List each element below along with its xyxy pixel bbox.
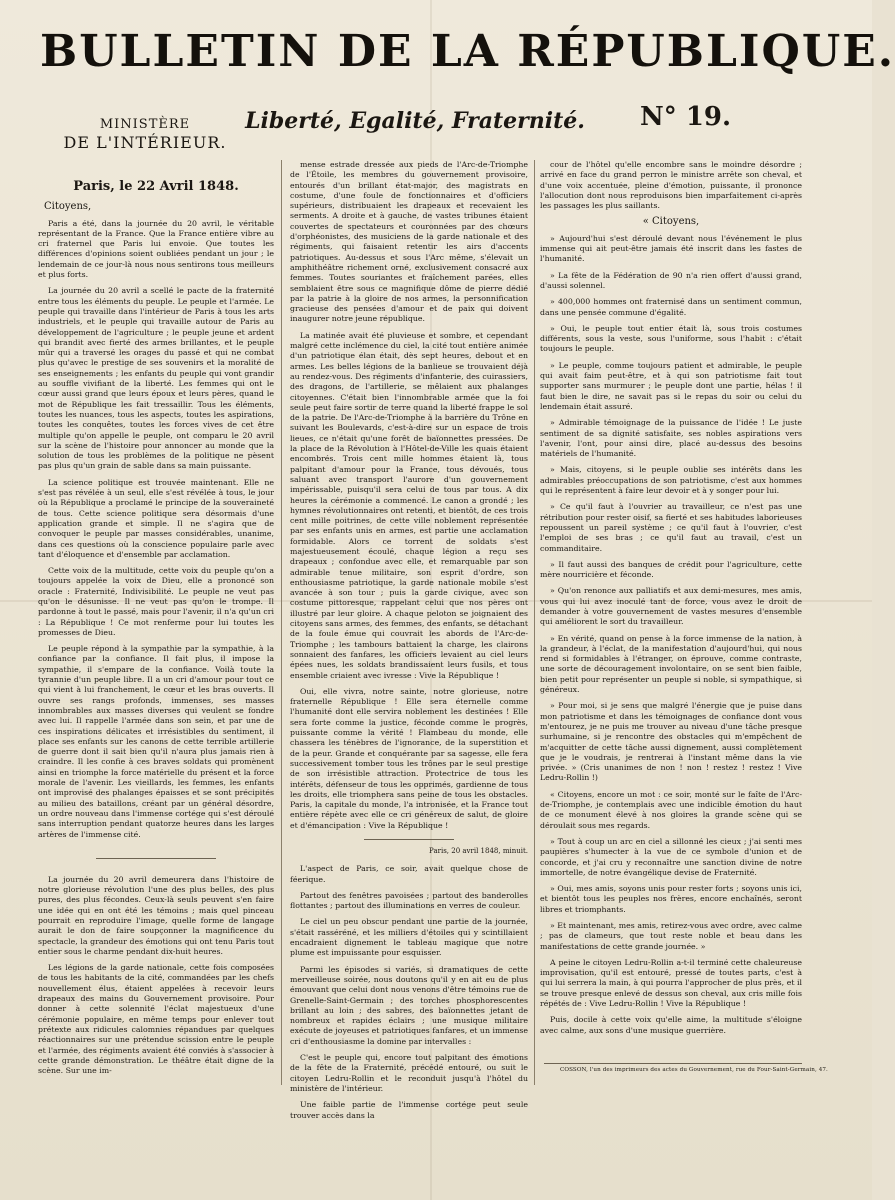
paragraph: La journée du 20 avril demeurera dans l'histoire de notre glorieuse révolution l'une des plus belles, des plus pures, des plus fécondes. Ceux-là seuls peuvent s'en faire une idée qui en ont été les témoins ; mais quel pinceau pourrait en reproduire l'image, quelle forme de langage aurait le don de faire soupçonner la magnificence du spectacle, la grandeur des émotions qui ont tenu Paris tout entier sous le charme pendant dix-huit heures. bbox=[38, 874, 274, 956]
section-rule bbox=[364, 839, 454, 840]
paragraph: Le ciel un peu obscur pendant une partie de la journée, s'était rasséréné, et les milliers d'étoiles qui y scintillaient encadraient dignement le tableau magique que notre plume est impuissante pour esquisser. bbox=[290, 917, 528, 958]
paragraph: » Oui, mes amis, soyons unis pour rester forts ; soyons unis ici, et bientôt tous les peuples nos frères, encore enchaînés, seront libres et triomphants. bbox=[540, 884, 802, 914]
paragraph: La matinée avait été pluvieuse et sombre, et cependant malgré cette inclémence du ciel, la cité tout entière animée d'un patriotique élan était, dès sept heures, debout et en armes. Les belles légions de la banlieue se trouvaient déjà au rendez-vous. Des régiments d'infanterie, des cuirassiers, des dragons, de l'artillerie, se mêlaient aux phalanges citoyennes. C'était bien l'innombrable armée que la foi seule peut faire sortir de terre quand la liberté frappe le sol de la patrie. De l'Arc-de-Triomphe à la barrière du Trône en suivant les Boulevards, c'est-à-dire sur un espace de trois lieues, ce n'était qu'une forêt de baïonnettes pressées. De la place de la Révolution à l'Hôtel-de-Ville les quais étaient encombrés. Trois cent mille hommes étaient là, tous palpitant d'amour pour la France, tous dévoués, tous saluant avec transport l'aurore d'un gouvernement impérissable, puisqu'il sera celui de tous par tous. A dix heures la cérémonie a commencé. Le canon a grondé ; les hymnes révolutionnaires ont retenti, et bientôt, de ces trois cent mille poitrines, de cette ville noblement représentée par ses enfants unis en armes, est partie une acclamation formidable. Alors ce torrent de soldats s'est majestueusement écoulé, chaque légion a reçu ses drapeaux ; confondue avec elle, et remarquable par son admirable tenue militaire, son esprit d'ordre, son enthousiasme patriotique, la garde nationale mobile s'est avancée à son tour ; puis la garde civique, avec son costume pittoresque, rappelant celui que nos pères ont illustré par leur gloire. A chaque peloton se joignaient des citoyens sans armes, des femmes, des enfants, se détachant de la foule émue qui couvrait les abords de l'Arc-de-Triomphe ; les tambours battaient la charge, les clairons sonnaient des fanfares, les officiers levaient au ciel leurs épées nues, les soldats brandissaient leurs fusils, et tous ensemble criaient avec ivresse : Vive la République ! bbox=[290, 330, 528, 680]
dateline: Paris, 20 avril 1848, minuit. bbox=[429, 847, 528, 855]
paragraph: La science politique est trouvée maintenant. Elle ne s'est pas révélée à un seul, elle s'est révélée à tous, le jour où la République a proclamé le principe de la souveraineté de tous. Cette science politique sera désormais d'une application grande et simple. Il ne s'agira que de convoquer le peuple par masses considérables, unanime, dans ces questions où la conscience populaire parle avec tant d'éloquence et d'ensemble par acclamation. bbox=[38, 477, 274, 559]
footer-rule bbox=[544, 1063, 802, 1064]
paragraph: » Tout à coup un arc en ciel a sillonné les cieux ; j'ai senti mes paupières s'humecter à la vue de ce symbole d'union et de concorde, et j'ai cru y reconnaître une sanction divine de notre immortelle, de notre évangélique devise de Fraternité. bbox=[540, 836, 802, 877]
paragraph: « Citoyens, encore un mot : ce soir, monté sur le faîte de l'Arc-de-Triomphe, je contemplais avec une indicible émotion du haut de ce monument élevé à nos gloires la grande scène qui se déroulait sous mes regards. bbox=[540, 789, 802, 830]
paragraph: » Ce qu'il faut à l'ouvrier au travailleur, ce n'est pas une rétribution pour rester oisif, sa fierté et ses habitudes laborieuses repoussent un pareil système ; ce qu'il faut à l'ouvrier, c'est l'emploi de ses bras ; ce qu'il faut au travail, c'est un commanditaire. bbox=[540, 502, 802, 553]
paragraph: L'aspect de Paris, ce soir, avait quelque chose de féerique. bbox=[290, 864, 528, 884]
paragraph: » Admirable témoignage de la puissance de l'idée ! Le juste sentiment de sa dignité satisfaite, ses nobles aspirations vers l'avenir, l'ont, pour ainsi dire, placé au-dessus des besoins matériels de l'humanité. bbox=[540, 418, 802, 459]
text-column-1 bbox=[38, 179, 274, 1092]
paragraph: » Qu'on renonce aux palliatifs et aux demi-mesures, mes amis, vous qui lui avez inoculé tant de force, vous avez le droit de demander à votre gouvernement de vastes mesures d'ensemble qui améliorent le sort du travailleur. bbox=[540, 586, 802, 627]
paragraph: » 400,000 hommes ont fraternisé dans un sentiment commun, dans une pensée commune d'égalité. bbox=[540, 297, 802, 317]
paragraph: » Il faut aussi des banques de crédit pour l'agriculture, cette mère nourricière et féconde. bbox=[540, 559, 802, 580]
masthead-title: BULLETIN DE LA RÉPUBLIQUE. bbox=[40, 26, 895, 77]
paragraph: » Aujourd'hui s'est déroulé devant nous l'événement le plus immense qui ait peut-être jamais été inscrit dans les fastes de l'humanité. bbox=[540, 233, 802, 264]
paragraph: Partout des fenêtres pavoisées ; partout des banderolles flottantes ; partout des illuminations en verres de couleur. bbox=[290, 890, 528, 911]
paragraph: Puis, docile à cette voix qu'elle aime, la multitude s'éloigne avec calme, aux sons d'une musique guerrière. bbox=[540, 1015, 802, 1035]
paragraph: Oui, elle vivra, notre sainte, notre glorieuse, notre fraternelle République ! Elle sera éternelle comme l'humanité dont elle servira noblement les destinées ! Elle sera forte comme la justice, féconde comme le progrès, puissante comme la vérité ! Flambeau du monde, elle chassera les ténèbres de l'ignorance, de la superstition et de la peur. Grande et conquérante par sa sagesse, elle fera successivement tomber tous les trônes par le seul prestige de son irrésistible attraction. Protectrice de tous les intérêts, défenseur de tous les opprimés, gardienne de tous les droits, elle triomphera sans peine de tous les obstacles. Paris, la capitale du monde, l'a intronisée, et la France tout entière répète avec elle ce cri généreux de salut, de gloire et d'émancipation : Vive la République ! bbox=[290, 686, 528, 830]
bulletin-number: N° 19. bbox=[640, 102, 732, 132]
ministry-line-1: MINISTÈRE bbox=[99, 117, 191, 132]
ministry-label bbox=[60, 116, 230, 152]
paragraph: » Pour moi, si je sens que malgré l'énergie que je puise dans mon patriotisme et dans les témoignages de confiance dont vous m'entourez, je ne puis me trouver au niveau d'une tâche presque surhumaine, si je rencontre des obstacles qui m'empêchent de m'acquitter de cette tâche aussi dignement, aussi complètement que je le voudrais, je rentrerai à l'instant même dans la vie privée. » (Cris unanimes de non ! non ! restez ! restez ! Vive Ledru-Rollin !) bbox=[540, 701, 802, 783]
speech-salutation: « Citoyens, bbox=[642, 216, 700, 228]
paragraph: Parmi les épisodes si variés, si dramatiques de cette merveilleuse soirée, nous doutons qu'il y en ait eu de plus émouvant que celui dont nous venons d'être témoins rue de Grenelle-Saint-Germain ; des torches phosphorescentes brillant au loin ; des sabres, des baïonnettes jetant de nombreux et rapides éclairs ; une musique militaire exécute de joyeuses et patriotiques fanfares, et un immense cri d'enthousiasme la domine par intervalles : bbox=[290, 964, 528, 1046]
republic-motto: Liberté, Egalité, Fraternité. bbox=[245, 108, 585, 134]
paragraph: Paris a été, dans la journée du 20 avril, le véritable représentant de la France. Que la France entière vibre au cri fraternel que Paris lui envoie. Que toutes les différences d'opinions soient oubliées pendant un jour ; le lendemain de ce jour-là nous nous sentirons tous meilleurs et plus forts. bbox=[38, 218, 274, 280]
column-rule-2 bbox=[534, 160, 535, 1085]
paragraph: mense estrade dressée aux pieds de l'Arc-de-Triomphe de l'Étoile, les membres du gouvernement provisoire, entourés d'un brillant état-major, des magistrats en costume, d'une foule de fonctionnaires et d'officiers supérieurs, distribuaient les drapeaux et recevaient les serments. A droite et à gauche, de vastes tribunes étaient couvertes de spectateurs et couronnées par des chœurs d'orphéonistes, des musiciens de la garde nationale et des régiments, qui faisaient retentir les airs d'accents patriotiques. Au-dessus et sous l'Arc même, s'élevait un amphithéâtre richement orné, exclusivement consacré aux femmes. Toutes souriantes et fraîchement parées, elles semblaient être sous ce magnifique dôme de pierre dédié par la patrie à la gloire de nos armes, la personnification gracieuse des pensées d'amour et de paix qui doivent inaugurer notre jeune république. bbox=[290, 160, 528, 324]
paragraph: A peine le citoyen Ledru-Rollin a-t-il terminé cette chaleureuse improvisation, qu'il est entouré, pressé de toutes parts, c'est à qui lui serrera la main, à qui pourra l'approcher de plus près, et il se trouve presque enlevé de dessus son cheval, aux cris mille fois répétés de : Vive Ledru-Rollin ! Vive la République ! bbox=[540, 957, 802, 1009]
paragraph: La journée du 20 avril a scellé le pacte de la fraternité entre tous les éléments du peuple. Le peuple et l'armée. Le peuple qui travaille dans l'intérieur de Paris à tous les arts industriels, et le peuple qui travaille autour de Paris au développement de l'agriculture ; le peuple jeune et ardent qui brandit avec fierté des armes brillantes, et le peuple mûr qui a traversé les orages du passé et qui ne combat plus qu'avec le prestige de ses souvenirs et la moralité de ses enseignements ; les enfants du peuple qui vont grandir au souffle vivifiant de la liberté. Les femmes qui ont le cœur aussi grand que leurs époux et leurs pères, quand le mot de République les fait tressaillir. Tous les éléments, toutes les nuances, tous les aspects, toutes les aspirations, toutes les conquêtes, toutes les forces vives de cet être multiple qu'on appelle le peuple, ont comparu le 20 avril sur la scène de l'histoire pour annoncer au monde que la solution de tous les problèmes de la politique ne pèsent pas plus qu'un grain de sable dans sa main puissante. bbox=[38, 286, 274, 471]
paragraph: » Oui, le peuple tout entier était là, sous trois costumes différents, sous la veste, sous l'uniforme, sous l'habit : c'était toujours le peuple. bbox=[540, 323, 802, 354]
paragraph: C'est le peuple qui, encore tout palpitant des émotions de la fête de la Fraternité, précédé entouré, ou suit le citoyen Ledru-Rollin et le reconduit jusqu'à l'hôtel du ministère de l'intérieur. bbox=[290, 1053, 528, 1093]
paragraph: » Le peuple, comme toujours patient et admirable, le peuple qui avait faim peut-être, et à qui son patriotisme fait tout supporter sans murmurer ; le peuple dont une partie, hélas ! il faut bien le dire, ne savait pas si le repas du soir ou celui du lendemain était assuré. bbox=[540, 360, 802, 411]
printer-credit: COSSON, l'un des imprimeurs des actes du Gouvernement, rue du Four-Saint-Germain, 47. bbox=[560, 1067, 828, 1073]
paragraph: » En vérité, quand on pense à la force immense de la nation, à la grandeur, à l'éclat, de la manifestation d'aujourd'hui, qui nous rend si formidables à l'étranger, on éprouve, comme contraste, une sorte de découragement involontaire, on se sent bien faible, bien petit pour représenter un peuple si noble, si sympathique, si généreux. bbox=[540, 633, 802, 695]
paragraph: » Mais, citoyens, si le peuple oublie ses intérêts dans les admirables préoccupations de son patriotisme, c'est aux hommes qui le représentent à faire leur devoir et à y songer pour lui. bbox=[540, 465, 802, 496]
column-rule-1 bbox=[281, 160, 282, 1085]
section-rule bbox=[96, 858, 216, 859]
text-column-2 bbox=[290, 160, 528, 1120]
paragraph: » Et maintenant, mes amis, retirez-vous avec ordre, avec calme ; pas de clameurs, que tout reste noble et beau dans les manifestations de cette grande journée. » bbox=[540, 921, 802, 951]
paragraph: cour de l'hôtel qu'elle encombre sans le moindre désordre ; arrivé en face du grand perron le ministre arrête son cheval, et d'une voix accentuée, pleine d'émotion, puissante, il prononce l'allocution dont nous reproduisons bien imparfaitement ci-après les passages les plus saillants. bbox=[540, 160, 802, 211]
text-column-3 bbox=[540, 160, 802, 1090]
paragraph: Les légions de la garde nationale, cette fois composées de tous les habitants de la cité, commandées par les chefs nouvellement élus, étaient appelées à recevoir leurs drapeaux des mains du Gouvernement provisoire. Pour donner à cette solennité l'éclat majestueux d'une cérémonie populaire, en même temps pour enlever tout prétexte aux ridicules calomnies répandues par quelques réactionnaires sur une prétendue scission entre le peuple et l'armée, des régiments avaient été conviés à s'associer à cette grande démonstration. Le théâtre était digne de la scène. Sur une im- bbox=[38, 963, 274, 1076]
ministry-line-2: DE L'INTÉRIEUR. bbox=[63, 133, 227, 152]
paragraph: Cette voix de la multitude, cette voix du peuple qu'on a toujours appelée la voix de Dieu, elle a prononcé son oracle : Fraternité, Indivisibilité. Le peuple ne veut pas qu'on le désunisse. Il ne veut pas qu'on le trompe. Il pardonne à tout le passé, mais pour l'avenir, il n'a qu'un cri : La République ! Ce mot renferme pour lui toutes les promesses de Dieu. bbox=[38, 566, 274, 637]
paragraph: Le peuple répond à la sympathie par la sympathie, à la confiance par la confiance. Il fait plus, il impose la sympathie, il s'empare de la confiance. Voilà toute la tyrannie d'un peuple libre. Il a un cri d'amour pour tout ce qui vient à lui franchement, le cœur et les bras ouverts. Il ouvre ses rangs profonds, immenses, ses masses innombrables aux masses diverses qui veulent se fondre avec lui. Il rappelle l'armée dans son sein, et par une de ces inspirations délicates et irrésistibles du sentiment, il place ses enfants sur les canons de cette terrible artillerie de guerre dont il sait bien qu'il n'aura plus jamais rien à craindre. Il les confie à ces braves soldats qui promènent ainsi en triomphe la force matérielle du présent et la force morale de l'avenir. Les vieillards, les femmes, les enfants ont improvisé des phalanges épaisses et se sont précipités au milieu des bataillons, créant par un général désordre, un ordre nouveau dans l'immense cortége qui s'est déroulé sans interruption pendant quatorze heures dans les larges artères de l'immense cité. bbox=[38, 644, 274, 839]
paragraph: Une faible partie de l'immense cortége peut seule trouver accès dans la bbox=[290, 1100, 528, 1120]
salutation: Citoyens, bbox=[44, 201, 92, 213]
date-title: Paris, le 22 Avril 1848. bbox=[73, 179, 239, 194]
paragraph: » La fête de la Fédération de 90 n'a rien offert d'aussi grand, d'aussi solennel. bbox=[540, 270, 802, 290]
